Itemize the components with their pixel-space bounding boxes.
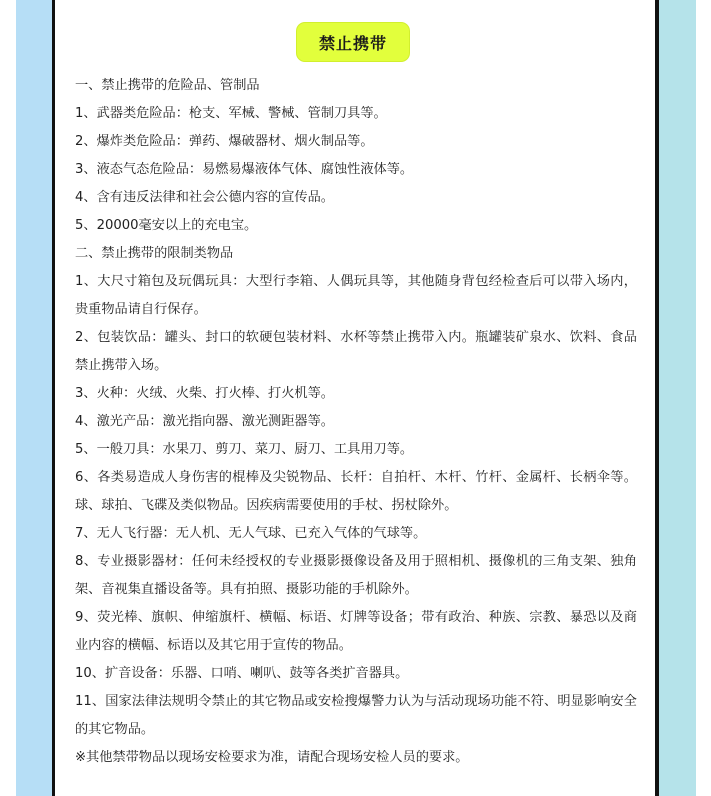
rule-item: 1、武器类危险品：枪支、军械、警械、管制刀具等。 xyxy=(75,106,387,121)
section-heading-dangerous: 一、禁止携带的危险品、管制品 xyxy=(75,78,260,93)
rule-item: 6、各类易造成人身伤害的棍棒及尖锐物品、长杆：自拍杆、木杆、竹杆、金属杆、长柄伞等。球、球拍、飞碟及类似物品。因疾病需要使用的手杖、拐杖除外。 xyxy=(75,470,637,513)
rule-item: 5、一般刀具：水果刀、剪刀、菜刀、厨刀、工具用刀等。 xyxy=(75,442,414,457)
rule-item: 5、20000毫安以上的充电宝。 xyxy=(75,218,258,233)
rule-item: 3、火种：火绒、火柴、打火棒、打火机等。 xyxy=(75,386,334,401)
rule-item: 9、荧光棒、旗帜、伸缩旗杆、横幅、标语、灯牌等设备；带有政治、种族、宗教、暴恐以及商业内容的横幅、标语以及其它用于宣传的物品。 xyxy=(75,610,637,653)
rule-item: 11、国家法律法规明令禁止的其它物品或安检搜爆警力认为与活动现场功能不符、明显影响安全的其它物品。 xyxy=(75,694,637,737)
right-side-band xyxy=(659,0,696,796)
rule-item: 2、包装饮品：罐头、封口的软硬包装材料、水杯等禁止携带入内。瓶罐装矿泉水、饮料、食品禁止携带入场。 xyxy=(75,330,637,373)
section-heading-restricted: 二、禁止携带的限制类物品 xyxy=(75,246,234,261)
rule-item: 4、激光产品：激光指向器、激光测距器等。 xyxy=(75,414,334,429)
rule-item: 4、含有违反法律和社会公德内容的宣传品。 xyxy=(75,190,334,205)
left-side-band xyxy=(16,0,52,796)
title-badge: 禁止携带 xyxy=(297,23,409,61)
rule-item: 3、液态气态危险品：易燃易爆液体气体、腐蚀性液体等。 xyxy=(75,162,414,177)
rules-text xyxy=(75,72,637,772)
rule-item: 10、扩音设备：乐器、口哨、喇叭、鼓等各类扩音器具。 xyxy=(75,666,409,681)
rule-item: 8、专业摄影器材：任何未经授权的专业摄影摄像设备及用于照相机、摄像机的三角支架、独角架、音视集直播设备等。具有拍照、摄影功能的手机除外。 xyxy=(75,554,637,597)
rule-item: 2、爆炸类危险品：弹药、爆破器材、烟火制品等。 xyxy=(75,134,374,149)
footnote: ※其他禁带物品以现场安检要求为准，请配合现场安检人员的要求。 xyxy=(75,750,469,765)
rule-item: 1、大尺寸箱包及玩偶玩具：大型行李箱、人偶玩具等，其他随身背包经检查后可以带入场内，贵重物品请自行保存。 xyxy=(75,274,637,317)
rule-item: 7、无人飞行器：无人机、无人气球、已充入气体的气球等。 xyxy=(75,526,427,541)
